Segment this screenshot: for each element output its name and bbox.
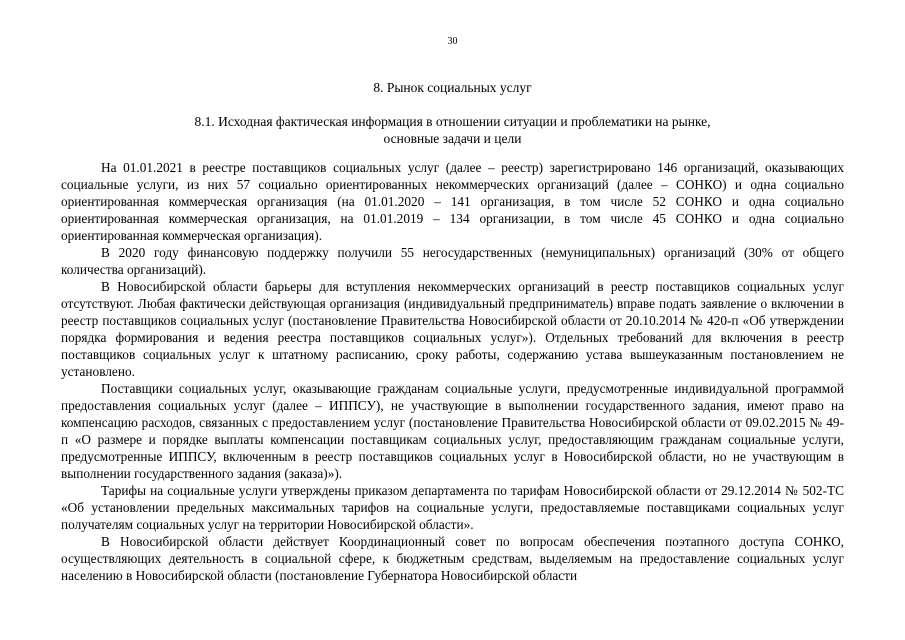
paragraph-registry-stats: На 01.01.2021 в реестре поставщиков социальных услуг (далее – реестр) зарегистрировано 146 организаций, оказывающих социальные услуги, из них 57 социально ориентированных некоммерческих организаций (далее – СОНКО) и одна социально ориентированная коммерческая организация (на 01.01.2020 – 141 организация, в том числе 52 СОНКО и одна социально ориентированная коммерческая организация, на 01.01.2019 – 134 организации, в том числе 45 СОНКО и одна социально ориентированная коммерческая организация). <box>61 160 844 243</box>
body-text <box>61 159 844 584</box>
paragraph-registry-barriers: В Новосибирской области барьеры для вступления некоммерческих организаций в реестр поставщиков социальных услуг отсутствуют. Любая фактически действующая организация (индивидуальный предприниматель) вправе подать заявление о включении в реестр поставщиков социальных услуг (постановление Правительства Новосибирской области от 20.10.2014 № 420-п «Об утверждении порядка формирования и ведения реестра поставщиков социальных услуг»). Отдельных требований для включения в реестр поставщиков социальных услуг к штатному расписанию, сроку работы, содержанию устава вышеуказанным постановлением не установлено. <box>61 279 844 379</box>
paragraph-tariffs: Тарифы на социальные услуги утверждены приказом департамента по тарифам Новосибирской области от 29.12.2014 № 502-ТС «Об установлении предельных максимальных тарифов на социальные услуги, предоставляемые поставщиками социальных услуг получателям социальных услуг на территории Новосибирской области». <box>61 483 844 532</box>
page-number: 30 <box>447 36 458 47</box>
subsection-title-line-1: 8.1. Исходная фактическая информация в отношении ситуации и проблематики на рынке, <box>194 114 711 129</box>
subsection-title <box>0 113 905 147</box>
paragraph-compensation: Поставщики социальных услуг, оказывающие гражданам социальные услуги, предусмотренные индивидуальной программой предоставления социальных услуг (далее – ИППСУ), не участвующие в выполнении государственного задания, имеют право на компенсацию расходов, связанных с предоставлением услуг (постановление Правительства Новосибирской области от 09.02.2015 № 49-п «О размере и порядке выплаты компенсации поставщикам социальных услуг, предоставляющим гражданам социальные услуги, предусмотренные ИППСУ, включенным в реестр поставщиков социальных услуг в Новосибирской области, но не участвующим в выполнении государственного задания (заказа)»). <box>61 381 844 481</box>
paragraph-financial-support: В 2020 году финансовую поддержку получили 55 негосударственных (немуниципальных) организаций (30% от общего количества организаций). <box>61 245 844 277</box>
section-title: 8. Рынок социальных услуг <box>373 80 532 95</box>
subsection-title-line-2: основные задачи и цели <box>383 131 522 146</box>
paragraph-coordination-council: В Новосибирской области действует Координационный совет по вопросам обеспечения поэтапного доступа СОНКО, осуществляющих деятельность в социальной сфере, к бюджетным средствам, выделяемым на предоставление социальных услуг населению в Новосибирской области (постановление Губернатора Новосибирской области <box>61 534 844 583</box>
